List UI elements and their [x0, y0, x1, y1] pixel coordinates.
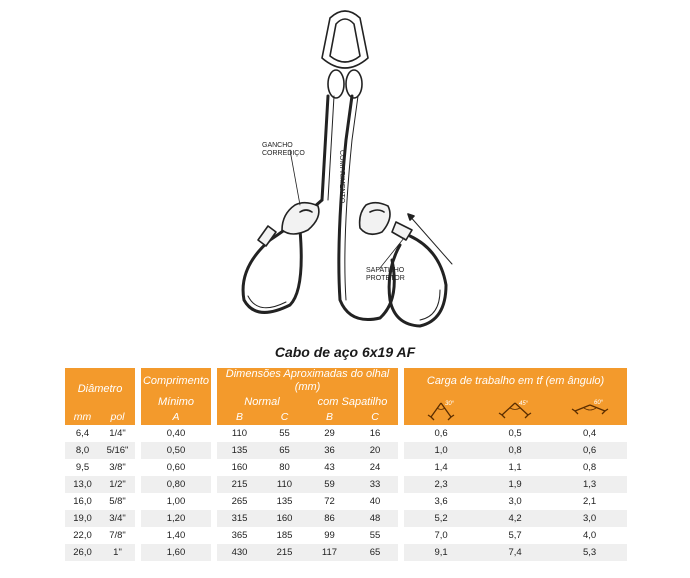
header-comprimento-1: Comprimento	[141, 368, 211, 394]
label-sapatilho-1: SAPATILHO	[366, 267, 405, 274]
angle-45-icon	[495, 397, 535, 423]
table-row	[65, 527, 627, 544]
cell-t1: 1,4	[434, 462, 448, 473]
cell-c2: 40	[369, 496, 381, 507]
cell-a: 0,80	[141, 476, 211, 493]
cell-mm: 22,0	[73, 530, 92, 541]
cell-b1: 430	[217, 544, 262, 561]
sub-ring-left	[328, 70, 344, 98]
cell-t2: 1,1	[508, 462, 522, 473]
cell-b2: 59	[307, 476, 352, 493]
header-b-normal: B	[217, 410, 262, 425]
sub-ring-right	[346, 70, 362, 98]
cell-a: 1,00	[166, 496, 186, 507]
header-pol: pol	[100, 410, 135, 425]
header-diametro: Diâmetro	[65, 368, 135, 410]
cell-t3: 3,0	[552, 510, 627, 527]
cell-b1: 315	[217, 510, 262, 527]
cell-c2: 33	[352, 476, 398, 493]
cell-c1: 80	[279, 462, 290, 473]
caption-title: Cabo de aço 6x19 AF	[274, 344, 416, 360]
cell-a: 0,60	[166, 462, 186, 473]
label-gancho-2: CORREDIÇO	[262, 150, 305, 157]
header-dimensoes: Dimensões Aproximadas do olhal (mm)	[217, 368, 398, 394]
angle-60-icon	[570, 397, 610, 423]
cell-mm: 9,5	[75, 462, 90, 473]
specs-table	[65, 368, 627, 561]
cell-t3: 0,6	[552, 442, 627, 459]
cell-b1: 160	[231, 462, 248, 473]
cell-t1: 9,1	[404, 544, 478, 561]
cell-t2: 0,8	[478, 442, 552, 459]
cell-c1: 65	[262, 442, 307, 459]
cell-t2: 3,0	[508, 496, 522, 507]
cell-mm: 19,0	[65, 510, 100, 527]
cell-t2: 0,5	[508, 428, 522, 439]
svg-text:45°: 45°	[519, 400, 529, 407]
header-carga: Carga de trabalho em tf (em ângulo)	[404, 368, 627, 394]
cell-c2: 65	[352, 544, 398, 561]
cell-pol: 1/4"	[109, 428, 126, 439]
cell-a: 1,60	[141, 544, 211, 561]
header-com-sapatilho: com Sapatilho	[307, 394, 398, 410]
cell-t3: 0,8	[582, 462, 597, 473]
cell-pol: 1"	[100, 544, 135, 561]
header-a: A	[141, 410, 211, 425]
header-mm: mm	[65, 410, 100, 425]
cell-mm: 13,0	[65, 476, 100, 493]
table-row	[65, 510, 627, 527]
cell-pol: 7/8"	[109, 530, 126, 541]
header-angle-45	[478, 394, 552, 425]
table-row	[65, 544, 627, 561]
master-link-inner	[330, 19, 360, 62]
cell-b2: 86	[307, 510, 352, 527]
cell-t1: 1,0	[404, 442, 478, 459]
cell-b1: 265	[231, 496, 248, 507]
cell-b2: 29	[324, 428, 335, 439]
table-row	[65, 459, 627, 476]
cell-b2: 43	[324, 462, 335, 473]
header-b-sapatilho: B	[307, 410, 352, 425]
label-sapatilho-2: PROTETOR	[366, 275, 405, 282]
cell-b2: 117	[307, 544, 352, 561]
table-row	[65, 476, 627, 493]
cell-b2: 36	[307, 442, 352, 459]
cell-b1: 215	[217, 476, 262, 493]
cell-c2: 16	[369, 428, 381, 439]
table-body	[65, 425, 627, 561]
cell-pol: 1/2"	[100, 476, 135, 493]
cell-b2: 99	[324, 530, 335, 541]
cell-b1: 365	[231, 530, 248, 541]
cell-c2: 55	[369, 530, 381, 541]
cell-mm: 6,4	[75, 428, 90, 439]
svg-text:60°: 60°	[593, 399, 603, 406]
header-angle-60	[552, 394, 627, 425]
cell-t1: 7,0	[434, 530, 448, 541]
cell-c2: 20	[352, 442, 398, 459]
label-gancho-1: GANCHO	[262, 142, 293, 149]
angle-30-icon	[421, 397, 461, 423]
cell-pol: 5/16"	[100, 442, 135, 459]
cell-mm: 8,0	[65, 442, 100, 459]
cell-c1: 160	[262, 510, 307, 527]
cell-c1: 110	[262, 476, 307, 493]
svg-text:30°: 30°	[445, 400, 455, 407]
cell-t1: 0,6	[434, 428, 448, 439]
cell-c1: 185	[276, 530, 293, 541]
header-normal: Normal	[217, 394, 307, 410]
cell-t1: 3,6	[434, 496, 448, 507]
cell-c1: 55	[279, 428, 290, 439]
cell-pol: 5/8"	[109, 496, 126, 507]
cell-t2: 4,2	[478, 510, 552, 527]
cell-a: 1,20	[141, 510, 211, 527]
cell-t1: 5,2	[404, 510, 478, 527]
cell-mm: 26,0	[65, 544, 100, 561]
cell-c2: 24	[369, 462, 381, 473]
cell-t3: 4,0	[582, 530, 597, 541]
cell-b2: 72	[324, 496, 335, 507]
label-comprimento: COMPRIMENTO	[338, 150, 345, 204]
cell-a: 1,40	[166, 530, 186, 541]
header-c-sapatilho: C	[352, 410, 398, 425]
table-row	[65, 493, 627, 510]
header-c-normal: C	[262, 410, 307, 425]
cell-b1: 135	[217, 442, 262, 459]
cell-t2: 1,9	[478, 476, 552, 493]
cell-b1: 110	[231, 428, 248, 439]
cell-t3: 5,3	[552, 544, 627, 561]
cell-c1: 215	[262, 544, 307, 561]
cell-t3: 0,4	[582, 428, 597, 439]
header-angle-30	[404, 394, 478, 425]
cell-a: 0,50	[141, 442, 211, 459]
cell-t3: 2,1	[582, 496, 597, 507]
cell-c2: 48	[352, 510, 398, 527]
table-row	[65, 442, 627, 459]
header-comprimento-2: Mínimo	[141, 394, 211, 410]
cell-c1: 135	[276, 496, 293, 507]
cell-t2: 7,4	[478, 544, 552, 561]
specs-table-wrap	[65, 368, 627, 561]
cell-a: 0,40	[166, 428, 186, 439]
cell-t1: 2,3	[404, 476, 478, 493]
cell-t2: 5,7	[508, 530, 522, 541]
cell-pol: 3/4"	[100, 510, 135, 527]
cell-t3: 1,3	[552, 476, 627, 493]
cell-mm: 16,0	[73, 496, 92, 507]
table-row	[65, 425, 627, 442]
cell-pol: 3/8"	[109, 462, 126, 473]
